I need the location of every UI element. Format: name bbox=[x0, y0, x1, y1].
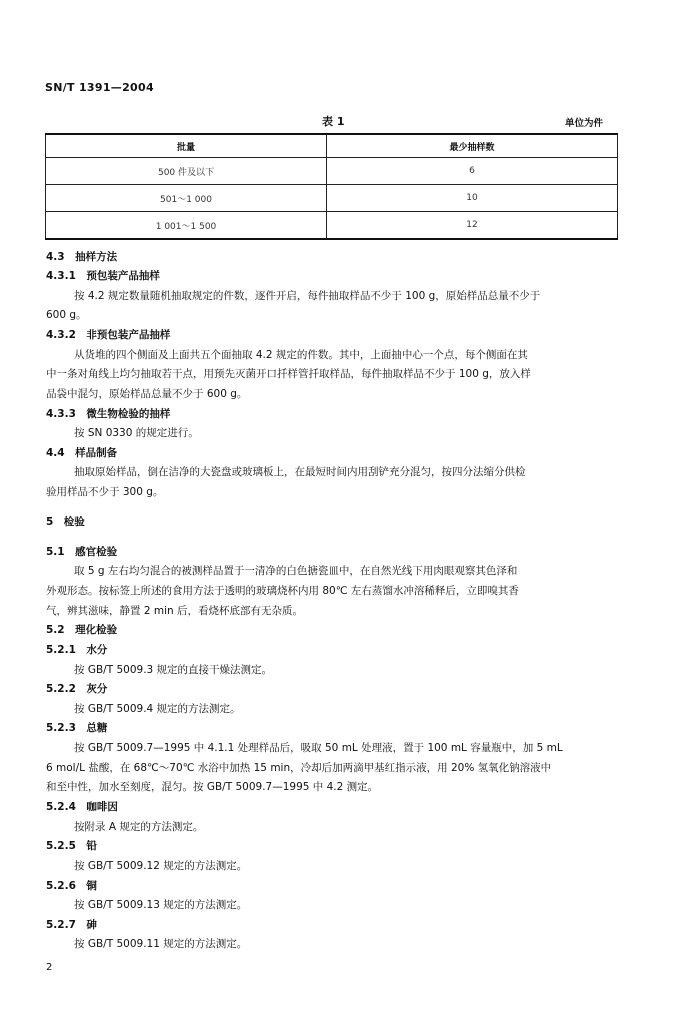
table-cell: 12 bbox=[327, 212, 618, 240]
heading-5-2-7: 5.2.7 砷 bbox=[46, 919, 97, 931]
heading-4-3-1: 4.3.1 预包装产品抽样 bbox=[46, 270, 160, 282]
heading-5-2: 5.2 理化检验 bbox=[46, 624, 118, 636]
standard-code: SN/T 1391—2004 bbox=[45, 81, 154, 94]
paragraph-line: 按 GB/T 5009.7—1995 中 4.1.1 处理样品后，吸取 50 mL 处理液，置于 100 mL 容量瓶中，加 5 mL bbox=[74, 742, 563, 754]
paragraph-line: 按 SN 0330 的规定进行。 bbox=[74, 427, 199, 439]
table-cell: 501～1 000 bbox=[46, 185, 327, 212]
table-row bbox=[46, 158, 618, 185]
column-header-min-samples: 最少抽样数 bbox=[327, 134, 618, 158]
heading-4-3-2: 4.3.2 非预包装产品抽样 bbox=[46, 329, 171, 341]
table-cell: 10 bbox=[327, 185, 618, 212]
heading-5-1: 5.1 感官检验 bbox=[46, 546, 118, 558]
heading-4-3-3: 4.3.3 微生物检验的抽样 bbox=[46, 408, 171, 420]
table-cell: 1 001～1 500 bbox=[46, 212, 327, 240]
table-row bbox=[46, 185, 618, 212]
paragraph-line: 按 GB/T 5009.3 规定的直接干燥法测定。 bbox=[74, 664, 273, 676]
heading-4-3: 4.3 抽样方法 bbox=[46, 251, 118, 263]
paragraph-line: 中一条对角线上均匀抽取若干点，用预先灭菌开口扦样管扦取样品，每件抽取样品不少于 100 g，放入样 bbox=[46, 368, 531, 380]
paragraph-line: 按 GB/T 5009.12 规定的方法测定。 bbox=[74, 860, 248, 872]
paragraph-line: 按 GB/T 5009.4 规定的方法测定。 bbox=[74, 703, 241, 715]
table-cell: 6 bbox=[327, 158, 618, 185]
paragraph-line: 6 mol/L 盐酸，在 68℃～70℃ 水浴中加热 15 min，冷却后加两滴甲基红指示液，用 20% 氢氧化钠溶液中 bbox=[46, 762, 552, 774]
paragraph-line: 按 GB/T 5009.13 规定的方法测定。 bbox=[74, 899, 248, 911]
heading-5: 5 检验 bbox=[46, 516, 85, 528]
paragraph-line: 取 5 g 左右均匀混合的被测样品置于一清净的白色搪瓷皿中，在自然光线下用肉眼观察其色泽和 bbox=[74, 565, 518, 577]
paragraph-line: 气，辨其滋味，静置 2 min 后，看烧杯底部有无杂质。 bbox=[46, 605, 303, 617]
paragraph-line: 品袋中混匀，原始样品总量不少于 600 g。 bbox=[46, 388, 248, 400]
paragraph-line: 600 g。 bbox=[46, 309, 87, 321]
paragraph-line: 按 4.2 规定数量随机抽取规定的件数，逐件开启，每件抽取样品不少于 100 g，原始样品总量不少于 bbox=[74, 290, 541, 302]
paragraph-line: 外观形态。按标签上所述的食用方法于透明的玻璃烧杯内用 80℃ 左右蒸馏水冲溶稀释后，立即嗅其香 bbox=[46, 585, 519, 597]
table-caption: 表 1 bbox=[322, 115, 345, 128]
table-header-row bbox=[46, 134, 618, 158]
heading-5-2-1: 5.2.1 水分 bbox=[46, 644, 108, 656]
page-number: 2 bbox=[46, 962, 53, 973]
heading-5-2-2: 5.2.2 灰分 bbox=[46, 683, 108, 695]
heading-4-4: 4.4 样品制备 bbox=[46, 447, 118, 459]
paragraph-line: 抽取原始样品，倒在洁净的大瓷盘或玻璃板上，在最短时间内用刮铲充分混匀，按四分法缩分供检 bbox=[74, 466, 526, 478]
table-cell: 500 件及以下 bbox=[46, 158, 327, 185]
paragraph-line: 按 GB/T 5009.11 规定的方法测定。 bbox=[74, 938, 248, 950]
table-row bbox=[46, 212, 618, 240]
table-unit: 单位为件 bbox=[565, 118, 604, 129]
heading-5-2-5: 5.2.5 铅 bbox=[46, 840, 97, 852]
column-header-lot: 批量 bbox=[46, 134, 327, 158]
heading-5-2-4: 5.2.4 咖啡因 bbox=[46, 801, 118, 813]
heading-5-2-6: 5.2.6 铜 bbox=[46, 880, 97, 892]
paragraph-line: 和至中性，加水至刻度，混匀。按 GB/T 5009.7—1995 中 4.2 测定。 bbox=[46, 781, 379, 793]
paragraph-line: 按附录 A 规定的方法测定。 bbox=[74, 821, 204, 833]
paragraph-line: 从货堆的四个侧面及上面共五个面抽取 4.2 规定的件数。其中，上面抽中心一个点，每个侧面在其 bbox=[74, 349, 528, 361]
paragraph-line: 验用样品不少于 300 g。 bbox=[46, 486, 164, 498]
heading-5-2-3: 5.2.3 总糖 bbox=[46, 722, 108, 734]
sampling-table bbox=[45, 133, 618, 240]
